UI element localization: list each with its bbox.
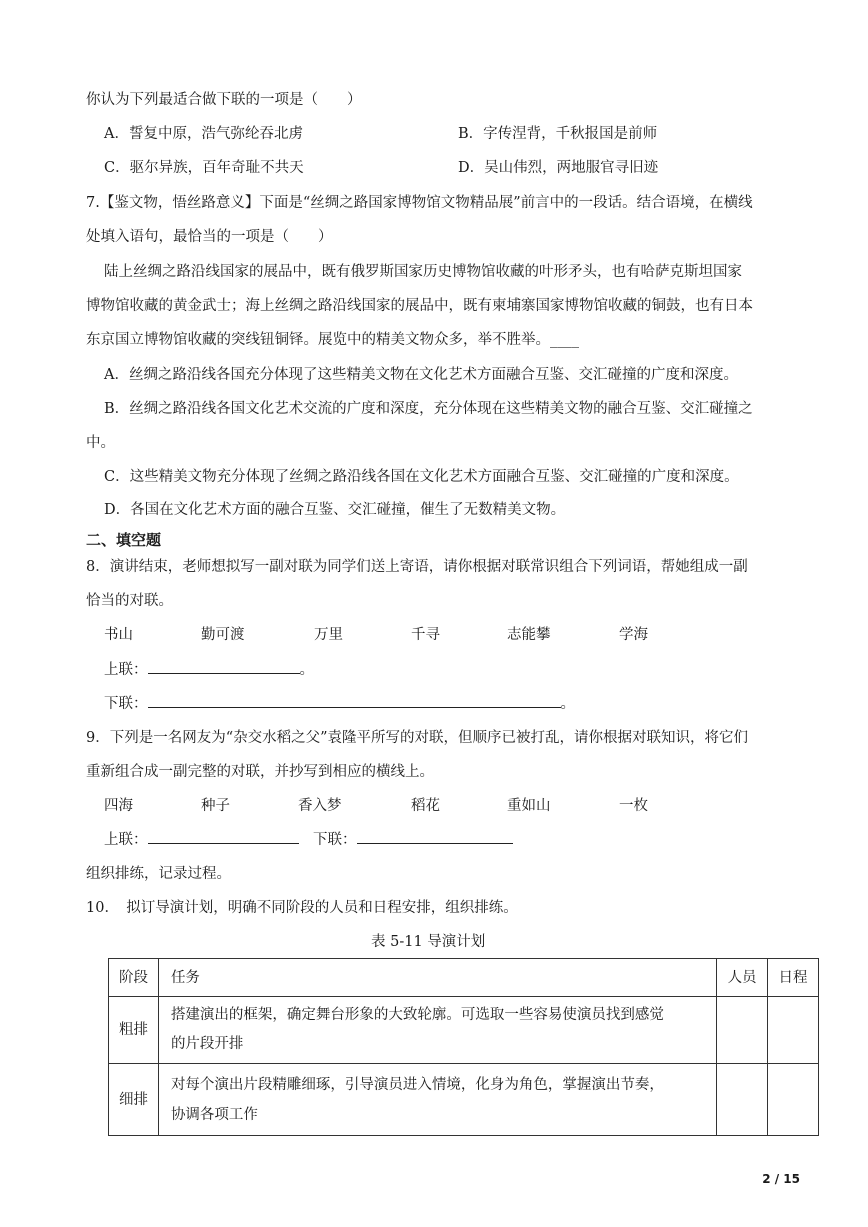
q7-option-b-line2: 中。	[86, 435, 115, 451]
task-line: 搭建演出的框架，确定舞台形象的大致轮廓。可选取一些容易使演员找到感觉	[170, 1007, 664, 1023]
section-heading-fill-in: 二、填空题	[86, 531, 162, 549]
q9-lower-label: 下联：	[313, 832, 357, 848]
q9-stem-line2: 重新组合成一副完整的对联，并抄写到相应的横线上。	[86, 764, 434, 780]
people-cell[interactable]	[717, 997, 768, 1064]
q8-stem-line1: 8．演讲结束，老师想拟写一副对联为同学们送上寄语，请你根据对联常识组合下列词语，帮她组成一副	[86, 559, 748, 575]
q8-upper-end: 。	[299, 662, 314, 678]
q8-upper-label: 上联：	[104, 662, 148, 678]
q8-word: 勤可渡	[201, 627, 245, 643]
q8-stem-line2: 恰当的对联。	[86, 593, 173, 609]
header-stage: 阶段	[109, 959, 159, 997]
q8-lower-blank[interactable]	[148, 694, 561, 708]
table-row	[109, 997, 819, 1064]
q9-word: 稻花	[411, 798, 440, 814]
header-people: 人员	[717, 959, 768, 997]
q8-word: 千寻	[411, 627, 440, 643]
q9-word: 种子	[201, 798, 230, 814]
q9-upper-blank[interactable]	[148, 830, 299, 844]
people-cell[interactable]	[717, 1064, 768, 1136]
q6-option-a: A．誓复中原，浩气弥纶吞北虏	[104, 126, 303, 142]
schedule-cell[interactable]	[768, 1064, 819, 1136]
q8-word: 万里	[314, 627, 343, 643]
q8-word: 书山	[104, 627, 133, 643]
q9-upper-line	[104, 830, 299, 850]
q6-option-d: D．吴山伟烈，两地服官寻旧迹	[458, 160, 659, 176]
q6-stem: 你认为下列最适合做下联的一项是（ ）	[86, 92, 362, 108]
q7-option-d: D．各国在文化艺术方面的融合互鉴、交汇碰撞，催生了无数精美文物。	[104, 502, 566, 518]
q8-lower-label: 下联：	[104, 696, 148, 712]
q9-word: 一枚	[619, 798, 648, 814]
q6-option-b: B．字传涅背，千秋报国是前师	[458, 126, 658, 142]
q9-lower-line	[313, 830, 513, 850]
q10-stem: 10． 拟订导演计划，明确不同阶段的人员和日程安排，组织排练。	[86, 900, 518, 916]
task-cell	[158, 1064, 716, 1136]
header-task: 任务	[158, 959, 716, 997]
q7-passage-line3: 东京国立博物馆收藏的突线钮铜铎。展览中的精美文物众多，举不胜举。____	[86, 332, 579, 348]
rehearsal-heading: 组织排练，记录过程。	[86, 866, 231, 882]
q7-option-b-line1: B．丝绸之路沿线各国文化艺术交流的广度和深度，充分体现在这些精美文物的融合互鉴、交汇碰撞之	[104, 401, 753, 417]
task-line: 对每个演出片段精雕细琢，引导演员进入情境，化身为角色，掌握演出节奏，	[170, 1076, 664, 1093]
header-schedule: 日程	[768, 959, 819, 997]
q7-stem-line1: 7.【鉴文物，悟丝路意义】下面是“丝绸之路国家博物馆文物精品展”前言中的一段话。结合语境，在横线	[86, 195, 753, 211]
stage-cell: 细排	[109, 1064, 159, 1136]
q9-stem-line1: 9．下列是一名网友为“杂交水稻之父”袁隆平所写的对联，但顺序已被打乱，请你根据对联知识，将它们	[86, 730, 749, 746]
schedule-cell[interactable]	[768, 997, 819, 1064]
task-line: 协调各项工作	[170, 1106, 258, 1123]
q9-upper-label: 上联：	[104, 832, 148, 848]
q7-passage-line2: 博物馆收藏的黄金武士；海上丝绸之路沿线国家的展品中，既有柬埔寨国家博物馆收藏的铜鼓，也有日本	[86, 298, 753, 314]
q9-word: 四海	[104, 798, 133, 814]
q7-option-c: C．这些精美文物充分体现了丝绸之路沿线各国在文化艺术方面融合互鉴、交汇碰撞的广度和深度。	[104, 469, 739, 485]
q9-word: 重如山	[507, 798, 551, 814]
director-plan-table	[108, 958, 819, 1136]
q8-word: 学海	[619, 627, 648, 643]
stage-cell: 粗排	[109, 997, 159, 1064]
q8-lower-line	[104, 694, 575, 714]
q8-upper-blank[interactable]	[148, 660, 300, 674]
table-caption: 表 5-11 导演计划	[371, 934, 486, 950]
q8-word: 志能攀	[507, 627, 551, 643]
q9-word: 香入梦	[298, 798, 342, 814]
q8-upper-line	[104, 660, 314, 680]
q8-lower-end: 。	[560, 696, 575, 712]
q7-stem-line2: 处填入语句，最恰当的一项是（ ）	[86, 229, 333, 245]
table-header-row	[109, 959, 819, 997]
q7-passage-line1: 陆上丝绸之路沿线国家的展品中，既有俄罗斯国家历史博物馆收藏的叶形矛头，也有哈萨克斯坦国家	[104, 264, 742, 280]
page-number: 2 / 15	[762, 1172, 800, 1186]
task-cell	[158, 997, 716, 1064]
q9-lower-blank[interactable]	[357, 830, 513, 844]
q7-option-a: A．丝绸之路沿线各国充分体现了这些精美文物在文化艺术方面融合互鉴、交汇碰撞的广度和深度。	[104, 367, 738, 383]
q6-option-c: C．驱尔异族，百年奇耻不共天	[104, 160, 304, 176]
table-row	[109, 1064, 819, 1136]
task-line: 的片段开排	[170, 1036, 244, 1052]
